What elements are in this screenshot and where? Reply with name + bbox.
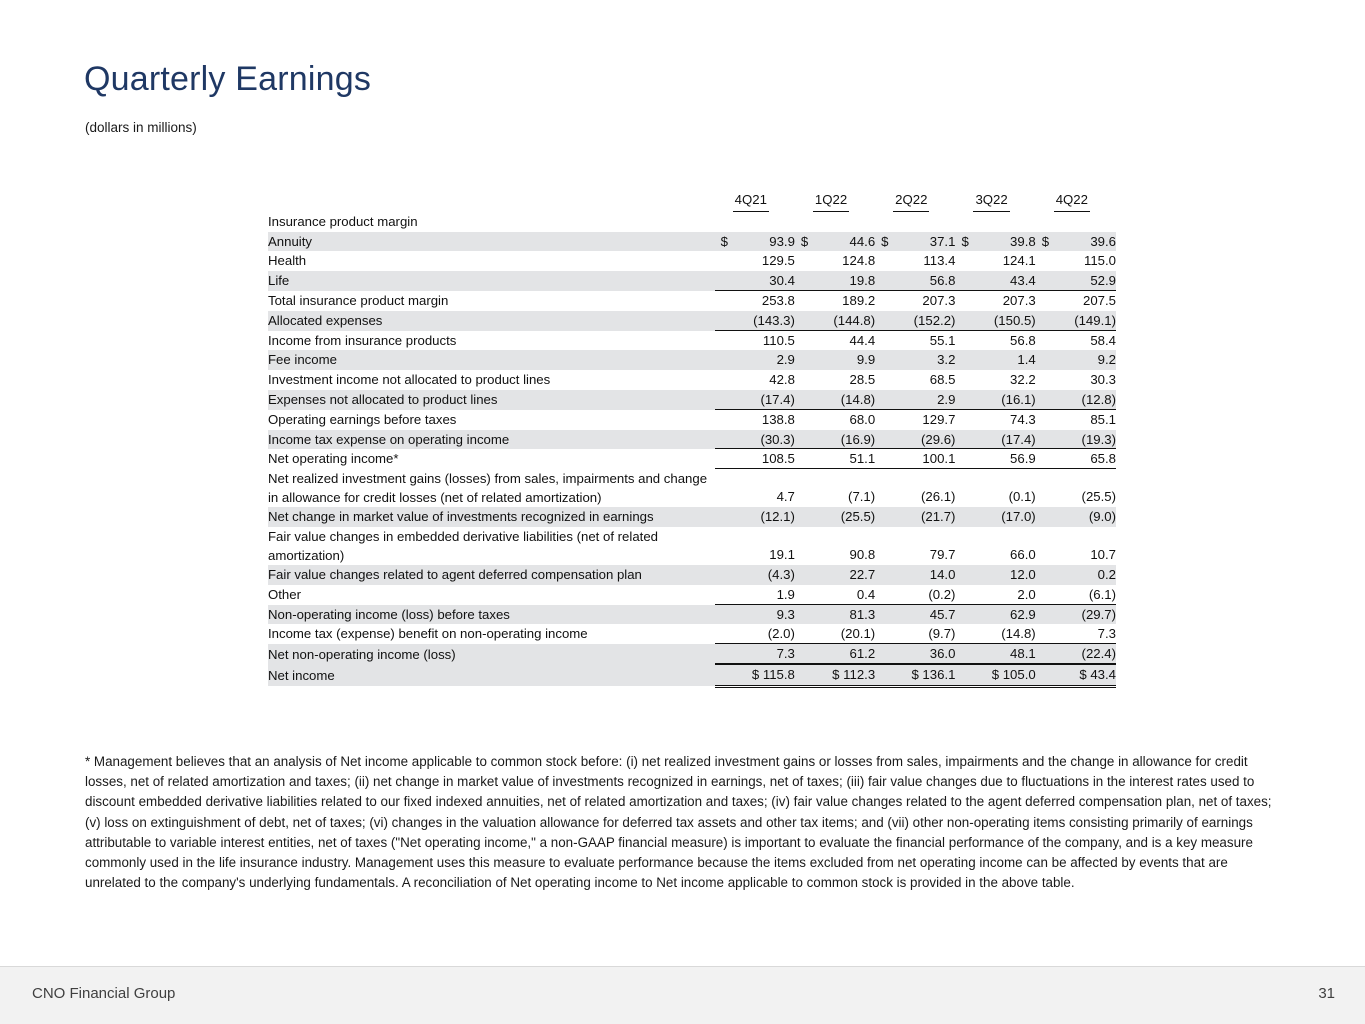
table-cell: (0.1) bbox=[955, 469, 1035, 507]
row-label: Investment income not allocated to product lines bbox=[268, 370, 715, 390]
table-cell: 85.1 bbox=[1036, 410, 1116, 430]
table-row bbox=[268, 331, 1116, 351]
table-cell: (25.5) bbox=[1036, 469, 1116, 507]
table-cell: (9.0) bbox=[1036, 507, 1116, 527]
column-header-2: 2Q22 bbox=[875, 190, 955, 212]
table-cell: (12.8) bbox=[1036, 390, 1116, 410]
table-cell: 56.8 bbox=[955, 331, 1035, 351]
table-cell: 12.0 bbox=[955, 565, 1035, 585]
row-label: Net non-operating income (loss) bbox=[268, 644, 715, 664]
table-cell: 129.5 bbox=[715, 251, 795, 271]
table-row bbox=[268, 350, 1116, 370]
table-cell: 2.9 bbox=[715, 350, 795, 370]
table-row bbox=[268, 410, 1116, 430]
table-cell: (152.2) bbox=[875, 311, 955, 331]
table-row bbox=[268, 449, 1116, 469]
table-row bbox=[268, 605, 1116, 625]
table-cell: (16.1) bbox=[955, 390, 1035, 410]
table-cell: 74.3 bbox=[955, 410, 1035, 430]
table-cell: (21.7) bbox=[875, 507, 955, 527]
page-title: Quarterly Earnings bbox=[84, 60, 372, 98]
table-cell: 9.9 bbox=[795, 350, 875, 370]
table-cell: 0.4 bbox=[795, 585, 875, 605]
row-label: Expenses not allocated to product lines bbox=[268, 390, 715, 410]
table-row bbox=[268, 251, 1116, 271]
row-label: Net change in market value of investments recognized in earnings bbox=[268, 507, 715, 527]
row-label: Annuity bbox=[268, 232, 715, 252]
table-cell: 14.0 bbox=[875, 565, 955, 585]
table-cell: 43.4 bbox=[955, 271, 1035, 291]
currency-symbol: $ bbox=[800, 233, 809, 249]
table-cell: $ 93.9 bbox=[715, 232, 795, 252]
table-cell: 2.9 bbox=[875, 390, 955, 410]
table-row bbox=[268, 212, 1116, 232]
table-header bbox=[268, 190, 1116, 212]
table-cell: (30.3) bbox=[715, 430, 795, 450]
table-cell: (144.8) bbox=[795, 311, 875, 331]
table-cell: 51.1 bbox=[795, 449, 875, 469]
table-cell: (9.7) bbox=[875, 624, 955, 644]
table-cell: 1.9 bbox=[715, 585, 795, 605]
table-cell: (29.7) bbox=[1036, 605, 1116, 625]
table-cell: 19.1 bbox=[715, 527, 795, 565]
column-header-4: 4Q22 bbox=[1036, 190, 1116, 212]
footer-bar bbox=[0, 966, 1365, 1024]
column-header-3: 3Q22 bbox=[955, 190, 1035, 212]
table-cell: 56.9 bbox=[955, 449, 1035, 469]
table-cell: 9.3 bbox=[715, 605, 795, 625]
table-cell: 79.7 bbox=[875, 527, 955, 565]
table-cell: 66.0 bbox=[955, 527, 1035, 565]
table-cell: $ 39.8 bbox=[955, 232, 1035, 252]
table-cell: (4.3) bbox=[715, 565, 795, 585]
table-row bbox=[268, 390, 1116, 410]
table-cell: 207.3 bbox=[875, 291, 955, 311]
table-cell: 113.4 bbox=[875, 251, 955, 271]
table-cell: (2.0) bbox=[715, 624, 795, 644]
row-label: Health bbox=[268, 251, 715, 271]
table-cell: $ 39.6 bbox=[1036, 232, 1116, 252]
table-cell: 189.2 bbox=[795, 291, 875, 311]
row-label: Fair value changes in embedded derivative liabilities (net of related amortization) bbox=[268, 527, 715, 565]
table-row bbox=[268, 585, 1116, 605]
table-cell: (20.1) bbox=[795, 624, 875, 644]
table-cell: 30.3 bbox=[1036, 370, 1116, 390]
table-cell: 7.3 bbox=[715, 644, 795, 664]
row-label: Net income bbox=[268, 664, 715, 686]
currency-symbol: $ bbox=[1041, 233, 1050, 249]
table-row bbox=[268, 271, 1116, 291]
units-subtitle: (dollars in millions) bbox=[85, 120, 197, 135]
table-cell: (143.3) bbox=[715, 311, 795, 331]
table-cell: (6.1) bbox=[1036, 585, 1116, 605]
table-cell: 207.3 bbox=[955, 291, 1035, 311]
table-cell: (150.5) bbox=[955, 311, 1035, 331]
row-label: Income tax (expense) benefit on non-operating income bbox=[268, 624, 715, 644]
table-row bbox=[268, 527, 1116, 565]
column-header-1: 1Q22 bbox=[795, 190, 875, 212]
table-body bbox=[268, 212, 1116, 686]
table-cell: 253.8 bbox=[715, 291, 795, 311]
table-cell: 42.8 bbox=[715, 370, 795, 390]
table-cell: 100.1 bbox=[875, 449, 955, 469]
table-cell: 65.8 bbox=[1036, 449, 1116, 469]
table-cell: (17.4) bbox=[715, 390, 795, 410]
quarterly-earnings-table bbox=[268, 190, 1116, 688]
table-cell: (26.1) bbox=[875, 469, 955, 507]
table-cell: 58.4 bbox=[1036, 331, 1116, 351]
table-cell: $ 112.3 bbox=[795, 664, 875, 686]
table-row bbox=[268, 291, 1116, 311]
table-cell: 90.8 bbox=[795, 527, 875, 565]
table-cell: 115.0 bbox=[1036, 251, 1116, 271]
table-cell: 124.8 bbox=[795, 251, 875, 271]
table-cell: (17.4) bbox=[955, 430, 1035, 450]
table-cell: (25.5) bbox=[795, 507, 875, 527]
table-cell: 62.9 bbox=[955, 605, 1035, 625]
table-cell bbox=[955, 212, 1035, 232]
row-label: Other bbox=[268, 585, 715, 605]
table-row bbox=[268, 565, 1116, 585]
table-cell: 68.0 bbox=[795, 410, 875, 430]
row-label: Net operating income* bbox=[268, 449, 715, 469]
table-cell bbox=[715, 212, 795, 232]
table-cell: 81.3 bbox=[795, 605, 875, 625]
table-cell: 61.2 bbox=[795, 644, 875, 664]
table-row bbox=[268, 664, 1116, 686]
row-label: Operating earnings before taxes bbox=[268, 410, 715, 430]
row-label: Life bbox=[268, 271, 715, 291]
currency-symbol: $ bbox=[720, 233, 728, 249]
table-cell: 52.9 bbox=[1036, 271, 1116, 291]
currency-symbol: $ bbox=[961, 233, 969, 249]
table-cell: 30.4 bbox=[715, 271, 795, 291]
table-cell: 2.0 bbox=[955, 585, 1035, 605]
table-cell: (14.8) bbox=[955, 624, 1035, 644]
table-cell: 110.5 bbox=[715, 331, 795, 351]
table-cell: $ 44.6 bbox=[795, 232, 875, 252]
table-cell: $ 43.4 bbox=[1036, 664, 1116, 686]
table-cell: 7.3 bbox=[1036, 624, 1116, 644]
table-cell: 45.7 bbox=[875, 605, 955, 625]
table-cell: $ 37.1 bbox=[875, 232, 955, 252]
table-cell: 36.0 bbox=[875, 644, 955, 664]
table-cell: (16.9) bbox=[795, 430, 875, 450]
table-row bbox=[268, 311, 1116, 331]
footer-company-name: CNO Financial Group bbox=[32, 985, 176, 1002]
table-cell: 207.5 bbox=[1036, 291, 1116, 311]
footnote-text: * Management believes that an analysis of Net income applicable to common stock before: (i) net realized investment gains or losses from sales, impairments and the change in allowance for credit losses, net of related amortization and taxes; (ii) net change in market value of investments recognized in earnings, net of taxes; (iii) fair value changes due to fluctuations in the interest rates used to discount embedded derivative liabilities related to our fixed indexed annuities, net of related amortization and taxes; (iv) fair value changes related to the agent deferred compensation plan, net of taxes; (v) loss on extinguishment of debt, net of taxes; (vi) changes in the valuation allowance for deferred tax assets and other tax items; and (vii) other non-operating items consisting primarily of earnings attributable to variable interest entities, net of taxes ("Net operating income," a non-GAAP financial measure) is important to evaluate the financial performance of the company, and is a key measure commonly used in the life insurance industry. Management uses this measure to evaluate performance because the items excluded from net operating income can be affected by events that are unrelated to the company's underlying fundamentals. A reconciliation of Net operating income to Net income applicable to common stock is provided in the above table. bbox=[85, 754, 1272, 891]
table-cell: (12.1) bbox=[715, 507, 795, 527]
row-label: Total insurance product margin bbox=[268, 291, 715, 311]
row-label: Income tax expense on operating income bbox=[268, 430, 715, 450]
table-cell: 32.2 bbox=[955, 370, 1035, 390]
table-row bbox=[268, 370, 1116, 390]
table-cell: $ 115.8 bbox=[715, 664, 795, 686]
table-cell: 55.1 bbox=[875, 331, 955, 351]
table-cell: $ 105.0 bbox=[955, 664, 1035, 686]
table-cell: (19.3) bbox=[1036, 430, 1116, 450]
table-cell: 138.8 bbox=[715, 410, 795, 430]
table-cell: (17.0) bbox=[955, 507, 1035, 527]
row-label: Fair value changes related to agent deferred compensation plan bbox=[268, 565, 715, 585]
table-cell: (0.2) bbox=[875, 585, 955, 605]
table-cell: 0.2 bbox=[1036, 565, 1116, 585]
table-row bbox=[268, 430, 1116, 450]
table-cell: (7.1) bbox=[795, 469, 875, 507]
table-row bbox=[268, 507, 1116, 527]
column-header-0: 4Q21 bbox=[715, 190, 795, 212]
table-cell: 44.4 bbox=[795, 331, 875, 351]
table-cell: 4.7 bbox=[715, 469, 795, 507]
financial-table-container bbox=[268, 190, 1116, 688]
table-cell: (14.8) bbox=[795, 390, 875, 410]
table-cell: 22.7 bbox=[795, 565, 875, 585]
table-cell: 68.5 bbox=[875, 370, 955, 390]
table-cell: 10.7 bbox=[1036, 527, 1116, 565]
table-cell bbox=[795, 212, 875, 232]
table-row bbox=[268, 624, 1116, 644]
table-cell: 48.1 bbox=[955, 644, 1035, 664]
row-label: Allocated expenses bbox=[268, 311, 715, 331]
table-cell: 56.8 bbox=[875, 271, 955, 291]
table-cell bbox=[875, 212, 955, 232]
table-cell: 3.2 bbox=[875, 350, 955, 370]
table-cell bbox=[1036, 212, 1116, 232]
footer-page-number: 31 bbox=[1318, 985, 1335, 1002]
table-row bbox=[268, 469, 1116, 507]
table-cell: 28.5 bbox=[795, 370, 875, 390]
table-header-row bbox=[268, 190, 1116, 212]
table-cell: (149.1) bbox=[1036, 311, 1116, 331]
table-cell: 129.7 bbox=[875, 410, 955, 430]
header-blank bbox=[268, 190, 715, 212]
row-label: Insurance product margin bbox=[268, 212, 715, 232]
table-cell: 19.8 bbox=[795, 271, 875, 291]
table-row bbox=[268, 644, 1116, 664]
table-cell: 9.2 bbox=[1036, 350, 1116, 370]
table-cell: 108.5 bbox=[715, 449, 795, 469]
row-label: Fee income bbox=[268, 350, 715, 370]
row-label: Non-operating income (loss) before taxes bbox=[268, 605, 715, 625]
table-row bbox=[268, 232, 1116, 252]
row-label: Income from insurance products bbox=[268, 331, 715, 351]
table-cell: 124.1 bbox=[955, 251, 1035, 271]
row-label: Net realized investment gains (losses) from sales, impairments and change in allowance for credit losses (net of related amortization) bbox=[268, 469, 715, 507]
table-cell: 1.4 bbox=[955, 350, 1035, 370]
table-cell: (22.4) bbox=[1036, 644, 1116, 664]
table-cell: (29.6) bbox=[875, 430, 955, 450]
table-cell: $ 136.1 bbox=[875, 664, 955, 686]
currency-symbol: $ bbox=[881, 233, 889, 249]
